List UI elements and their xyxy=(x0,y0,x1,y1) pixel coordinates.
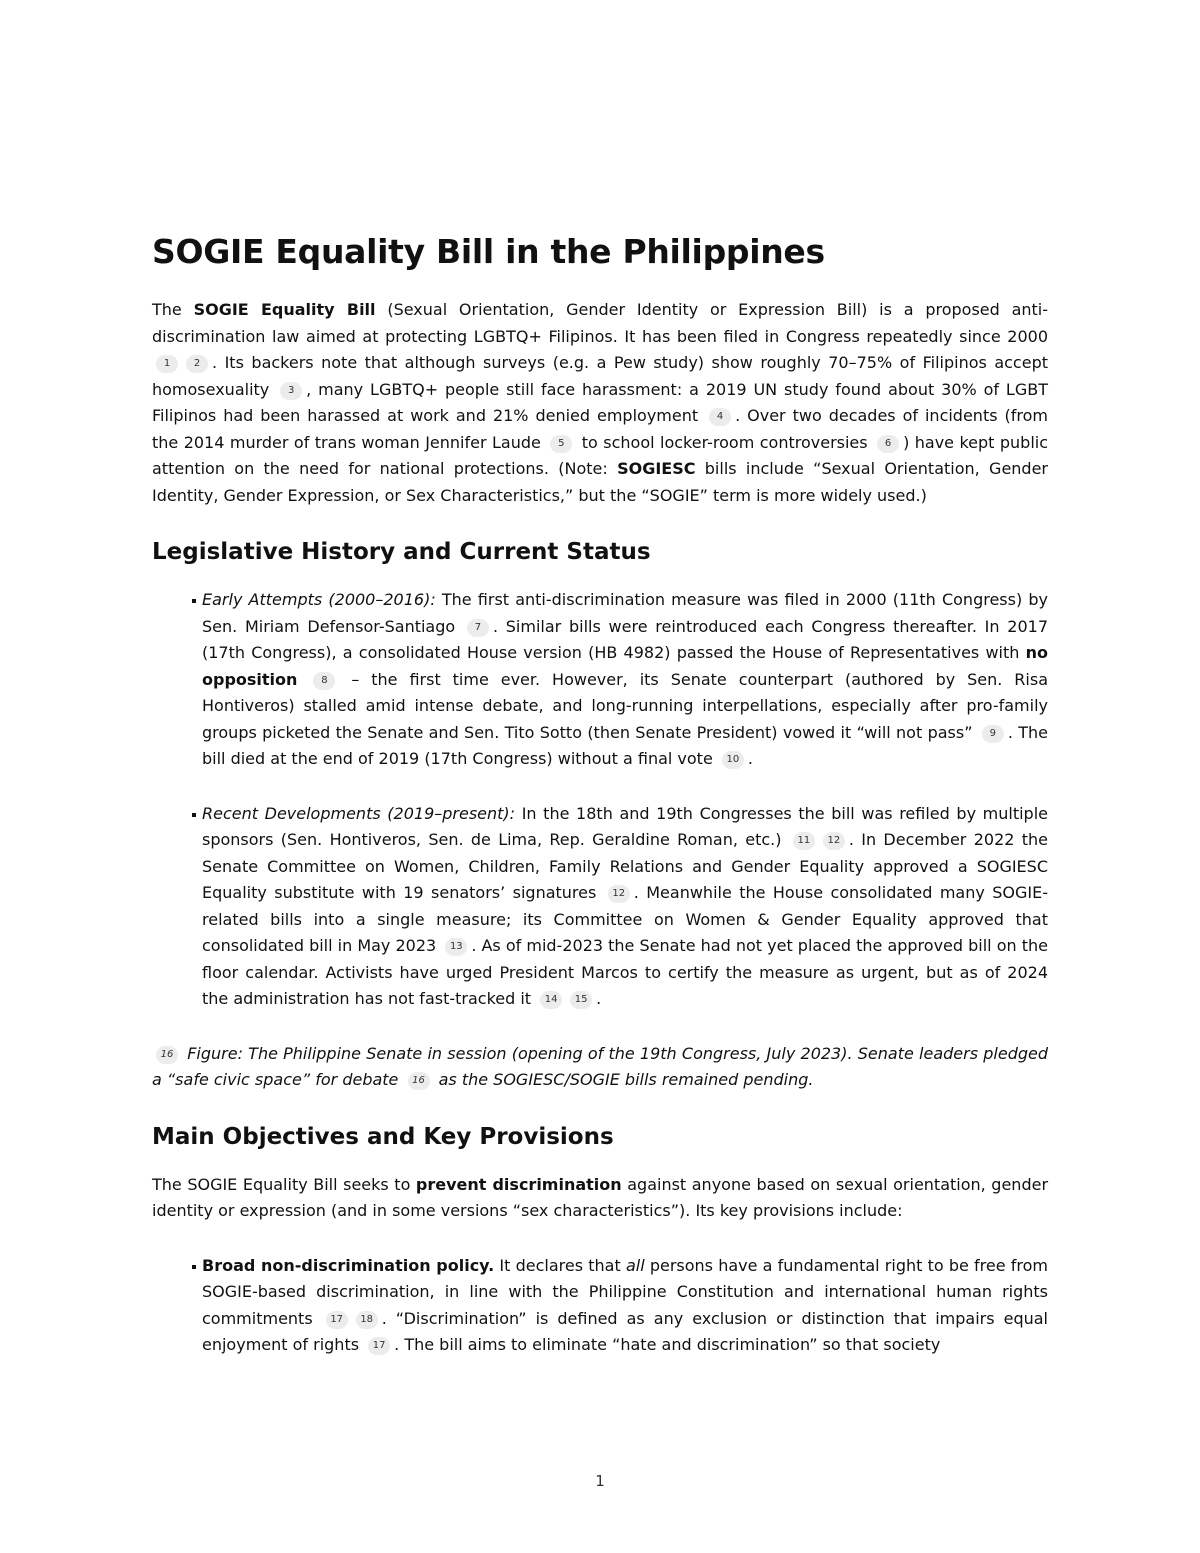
citation-badge[interactable]: 8 xyxy=(313,672,335,690)
objectives-paragraph xyxy=(152,1172,1048,1225)
text: bills include “Sexual Orientation, Gender Identity, Gender Expression, or Sex Characteristics,” but the “SOGIE” term is more widely used.) xyxy=(152,459,1049,505)
text: The first anti-discrimination measure was filed in 2000 (11th Congress) by Sen. Miriam Defensor-Santiago xyxy=(202,590,1048,636)
provisions-list xyxy=(152,1253,1048,1359)
text: , many LGBTQ+ people still face harassment: a 2019 UN study found about 30% of LGBT Filipinos had been harassed at work and 21% denied employment xyxy=(152,379,1048,425)
citation-badge[interactable]: 1 xyxy=(156,355,178,373)
bold-term: SOGIESC xyxy=(617,459,696,478)
bold-lead: Broad non-discrimination policy. xyxy=(202,1255,495,1275)
text: . Its backers note that although surveys (e.g. a Pew study) show roughly 70–75% of Filipinos accept homosexuality xyxy=(152,353,1048,399)
citation-badge[interactable]: 4 xyxy=(709,408,731,426)
text: . The bill died at the end of 2019 (17th Congress) without a final vote xyxy=(202,722,1048,768)
citation-badge[interactable]: 12 xyxy=(823,832,845,850)
bold-term: SOGIE Equality Bill xyxy=(193,300,376,319)
list-item xyxy=(202,1253,1048,1359)
text: – the first time ever. However, its Senate counterpart (authored by Sen. Risa Hontiveros) stalled amid intense debate, and long-running interpellations, especially after pro-family groups picketed the Senate and Sen. Tito Sotto (then Senate President) vowed it “will not pass” xyxy=(202,669,1049,742)
citation-badge[interactable]: 17 xyxy=(368,1337,390,1355)
text: The xyxy=(152,300,194,319)
page-number: 1 xyxy=(595,1472,605,1490)
text: (Sexual Orientation, Gender Identity or Expression Bill) is a proposed anti-discrimination law aimed at protecting LGBTQ+ Filipinos. It has been filed in Congress repeatedly since 2000 xyxy=(152,300,1049,346)
text: to school locker-room controversies xyxy=(581,432,868,452)
citation-badge[interactable]: 11 xyxy=(793,832,815,850)
bold-term: prevent discrimination xyxy=(415,1174,622,1194)
text: The SOGIE Equality Bill seeks to xyxy=(152,1174,416,1194)
citation-badge[interactable]: 2 xyxy=(186,355,208,373)
figure-caption xyxy=(152,1041,1048,1094)
text: ) have kept public attention on the need for national protections. (Note: xyxy=(152,432,1049,478)
text: persons have a fundamental right to be free from SOGIE-based discrimination, in line with the Philippine Constitution and international human rights commitments xyxy=(202,1255,1049,1328)
text: . The bill aims to eliminate “hate and discrimination” so that society xyxy=(394,1335,941,1354)
text: . xyxy=(747,749,753,768)
text: . Meanwhile the House consolidated many SOGIE-related bills into a single measure; its Committee on Women & Gender Equality approved that consolidated bill in May 2023 xyxy=(202,883,1048,955)
citation-badge[interactable]: 16 xyxy=(156,1046,178,1064)
text: Figure: The Philippine Senate in session (opening of the 19th Congress, July 2023). Senate leaders pledged a “safe civic space” for debate xyxy=(152,1043,1049,1089)
text: . “Discrimination” is defined as any exclusion or distinction that impairs equal enjoyment of rights xyxy=(202,1308,1049,1354)
italic-term: all xyxy=(625,1255,645,1275)
citation-badge[interactable]: 16 xyxy=(408,1072,430,1090)
citation-badge[interactable]: 9 xyxy=(982,725,1004,743)
citation-badge[interactable]: 12 xyxy=(608,885,630,903)
citation-badge[interactable]: 15 xyxy=(570,991,592,1009)
text: . Similar bills were reintroduced each Congress thereafter. In 2017 (17th Congress), a consolidated House version (HB 4982) passed the House of Representatives with xyxy=(202,616,1048,662)
page-title: SOGIE Equality Bill in the Philippines xyxy=(152,232,825,271)
italic-lead: Early Attempts (2000–2016): xyxy=(202,590,436,609)
italic-lead: Recent Developments (2019–present): xyxy=(202,803,516,823)
section-heading-objectives: Main Objectives and Key Provisions xyxy=(152,1123,614,1150)
text: . In December 2022 the Senate Committee on Women, Children, Family Relations and Gender Equality approved a SOGIESC Equality substitute with 19 senators’ signatures xyxy=(202,830,1048,902)
section-heading-legislative-history: Legislative History and Current Status xyxy=(152,539,651,565)
text: It declares that xyxy=(494,1255,626,1275)
list-item xyxy=(202,801,1048,1013)
citation-badge[interactable]: 13 xyxy=(445,938,467,956)
intro-paragraph xyxy=(152,297,1048,509)
citation-badge[interactable]: 6 xyxy=(877,435,899,453)
citation-badge[interactable]: 7 xyxy=(467,619,489,637)
citation-badge[interactable]: 17 xyxy=(326,1311,348,1329)
citation-badge[interactable]: 10 xyxy=(722,751,744,769)
citation-badge[interactable]: 3 xyxy=(280,382,302,400)
text: . xyxy=(596,989,602,1008)
citation-badge[interactable]: 14 xyxy=(540,991,562,1009)
text: as the SOGIESC/SOGIE bills remained pending. xyxy=(438,1070,814,1089)
text: . Over two decades of incidents (from the 2014 murder of trans woman Jennifer Laude xyxy=(152,406,1048,452)
list-item xyxy=(202,587,1048,773)
text: . As of mid-2023 the Senate had not yet placed the approved bill on the floor calendar. Activists have urged President Marcos to certify the measure as urgent, but as of 2024 the administration has not fast-tracked it xyxy=(202,936,1048,1008)
text: against anyone based on sexual orientation, gender identity or expression (and in some versions “sex characteristics”). Its key provisions include: xyxy=(152,1174,1049,1220)
document-page xyxy=(152,222,1048,1387)
citation-badge[interactable]: 5 xyxy=(550,435,572,453)
legislative-history-list xyxy=(152,587,1048,1013)
bold-term: no opposition xyxy=(202,643,1048,689)
citation-badge[interactable]: 18 xyxy=(356,1311,378,1329)
text: In the 18th and 19th Congresses the bill was refiled by multiple sponsors (Sen. Hontiveros, Sen. de Lima, Rep. Geraldine Roman, etc.) xyxy=(202,803,1049,849)
